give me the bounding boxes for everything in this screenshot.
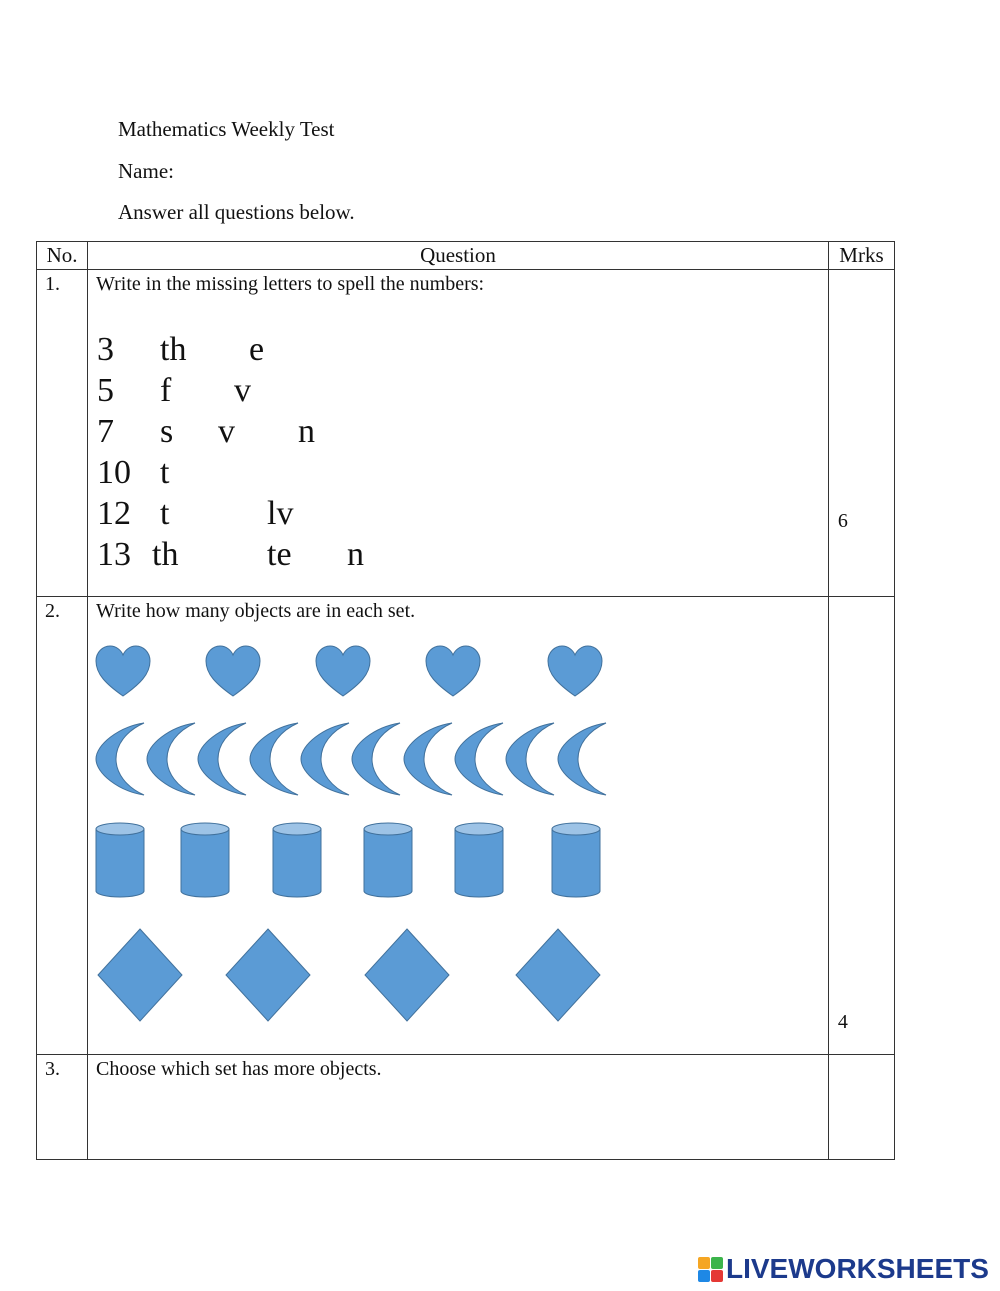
test-title: Mathematics Weekly Test xyxy=(118,117,335,141)
question-number: 3. xyxy=(37,1055,88,1160)
name-label: Name: xyxy=(118,159,174,183)
moon-icon xyxy=(455,723,503,795)
object-sets xyxy=(88,623,828,1053)
spell-number: 10 xyxy=(97,454,132,491)
diamond-set xyxy=(98,929,600,1021)
spell-fragment: th xyxy=(160,331,187,368)
question-cell xyxy=(88,270,829,597)
marks-cell xyxy=(828,270,894,597)
cylinder-icon xyxy=(96,823,144,897)
marks-value: 4 xyxy=(837,1011,848,1033)
table-row xyxy=(37,597,895,1055)
diamond-icon xyxy=(98,929,182,1021)
moon-icon xyxy=(558,723,606,795)
spell-fragment: e xyxy=(249,331,265,368)
spell-fragment: th xyxy=(152,536,179,573)
marks-cell xyxy=(828,597,894,1055)
question-table xyxy=(36,241,895,1160)
brand-text: LIVEWORKSHEETS xyxy=(726,1253,989,1284)
marks-value: 6 xyxy=(837,510,848,532)
heart-icon xyxy=(206,646,260,696)
heart-icon xyxy=(548,646,602,696)
question-number: 2. xyxy=(37,597,88,1055)
spell-fragment: t xyxy=(160,454,170,491)
logo-box-l xyxy=(698,1257,710,1269)
spell-fragment: v xyxy=(218,413,236,450)
cylinder-icon xyxy=(181,823,229,897)
diamond-icon xyxy=(226,929,310,1021)
table-row xyxy=(37,1055,895,1160)
spell-fragment: s xyxy=(160,413,174,450)
spell-fragment: te xyxy=(267,536,292,573)
spell-number: 12 xyxy=(97,495,132,532)
cylinder-icon xyxy=(552,823,600,897)
moon-icon xyxy=(96,723,144,795)
heart-icon xyxy=(426,646,480,696)
logo-mark xyxy=(698,1257,723,1282)
object-sets-figure xyxy=(88,623,828,1053)
cylinder-icon xyxy=(364,823,412,897)
moon-icon xyxy=(147,723,195,795)
instruction-text: Answer all questions below. xyxy=(118,200,355,224)
question-text: Write in the missing letters to spell the numbers: xyxy=(96,273,485,295)
logo-box-i xyxy=(711,1257,723,1269)
question-cell xyxy=(88,1055,829,1160)
cylinder-icon xyxy=(273,823,321,897)
question-cell xyxy=(88,597,829,1055)
spell-number: 3 xyxy=(97,331,115,368)
moon-icon xyxy=(506,723,554,795)
spell-fragment: n xyxy=(298,413,316,450)
spell-fragment: t xyxy=(160,495,170,532)
heart-icon xyxy=(316,646,370,696)
moon-icon xyxy=(198,723,246,795)
table-header-row xyxy=(37,242,895,270)
spelling-exercise xyxy=(88,296,828,586)
table-row xyxy=(37,270,895,597)
question-text: Write how many objects are in each set. xyxy=(96,600,416,622)
diamond-icon xyxy=(365,929,449,1021)
cylinder-set xyxy=(96,823,600,897)
spell-fragment: n xyxy=(347,536,365,573)
heart-icon xyxy=(96,646,150,696)
marks-cell xyxy=(828,1055,894,1160)
logo-box-e xyxy=(711,1270,723,1282)
spell-number: 5 xyxy=(97,372,115,409)
liveworksheets-logo xyxy=(698,1254,989,1284)
moon-icon xyxy=(352,723,400,795)
header-question: Question xyxy=(88,242,829,270)
header-marks: Mrks xyxy=(828,242,894,270)
diamond-icon xyxy=(516,929,600,1021)
spell-number: 7 xyxy=(97,413,115,450)
logo-box-v xyxy=(698,1270,710,1282)
moon-set xyxy=(96,723,606,795)
spell-number: 13 xyxy=(97,536,132,573)
moon-icon xyxy=(404,723,452,795)
cylinder-icon xyxy=(455,823,503,897)
spell-fragment: lv xyxy=(267,495,294,532)
spell-fragment: f xyxy=(160,372,172,409)
moon-icon xyxy=(301,723,349,795)
moon-icon xyxy=(250,723,298,795)
header-no: No. xyxy=(37,242,88,270)
heart-set xyxy=(96,646,602,696)
question-number: 1. xyxy=(37,270,88,597)
spell-fragment: v xyxy=(234,372,252,409)
question-text: Choose which set has more objects. xyxy=(96,1058,382,1080)
